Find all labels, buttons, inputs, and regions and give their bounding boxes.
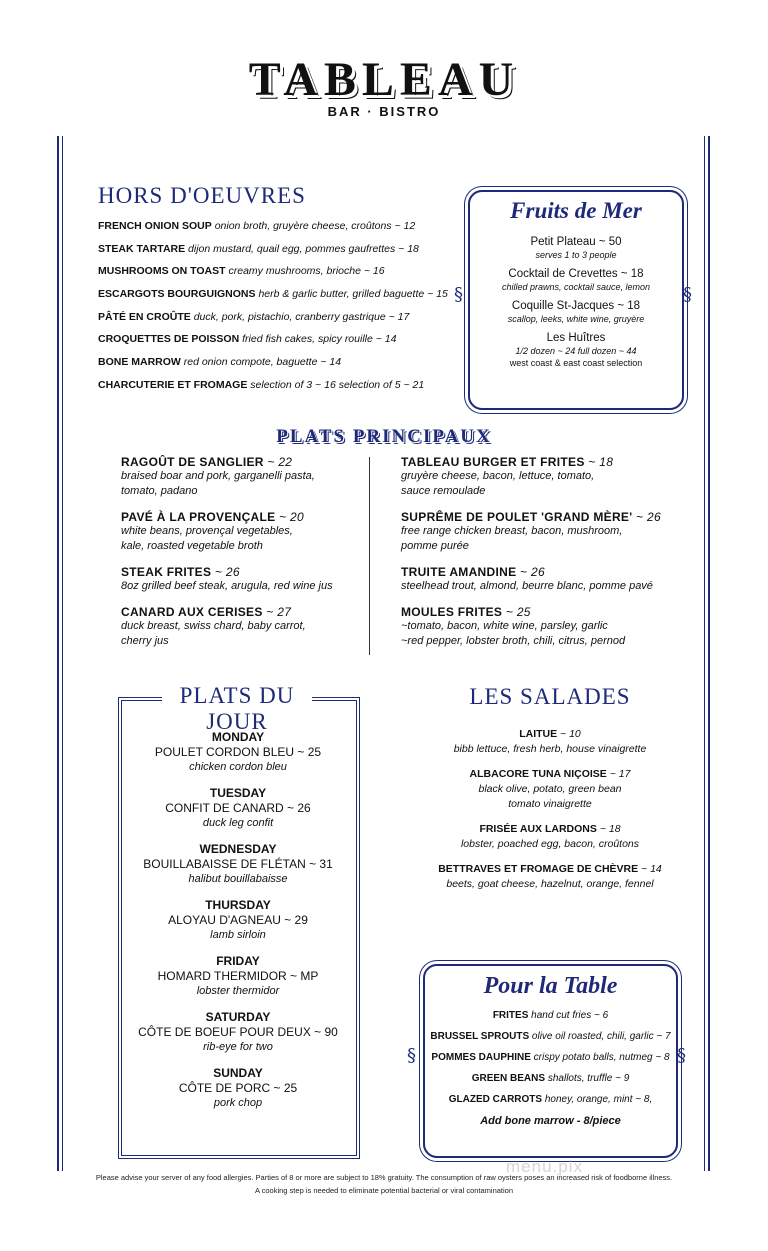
menu-item-note: chilled prawns, cocktail sauce, lemon <box>501 282 651 292</box>
list-item: BRUSSEL SPROUTS olive oil roasted, chili, garlic ~ 7 <box>430 1031 671 1042</box>
list-item: MOULES FRITES ~ 25 ~tomato, bacon, white wine, parsley, garlic ~red pepper, lobster broth, chili, citrus, pernod <box>401 605 626 647</box>
list-item: SUPRÊME DE POULET 'GRAND MÈRE' ~ 26 free range chicken breast, bacon, mushroom, pomme purée <box>401 510 661 552</box>
left-border <box>57 136 59 1171</box>
plats-principaux-right-column <box>401 455 691 660</box>
left-border-inner <box>62 136 63 1171</box>
list-item: FRITES hand cut fries ~ 6 <box>492 1010 609 1021</box>
list-item: SATURDAY CÔTE DE BOEUF POUR DEUX ~ 90 rib-eye for two <box>138 1010 338 1053</box>
list-item: CROQUETTES DE POISSON fried fish cakes, spicy rouille ~ 14 <box>98 333 397 346</box>
menu-item: Coquille St-Jacques ~ 18 <box>511 300 641 312</box>
list-item: ALBACORE TUNA NIÇOISE ~ 17 black olive, potato, green bean tomato vinaigrette <box>469 768 631 810</box>
list-item: FRIDAY HOMARD THERMIDOR ~ MP lobster thermidor <box>157 954 319 997</box>
list-item: THURSDAY ALOYAU D'AGNEAU ~ 29 lamb sirloin <box>168 898 308 941</box>
hors-doeuvres-section <box>98 183 458 401</box>
list-item: TUESDAY CONFIT DE CANARD ~ 26 duck leg confit <box>165 786 311 829</box>
list-item: LAITUE ~ 10 bibb lettuce, fresh herb, house vinaigrette <box>453 728 647 755</box>
list-item: TRUITE AMANDINE ~ 26 steelhead trout, almond, beurre blanc, pomme pavé <box>401 565 653 592</box>
plats-du-jour-list <box>123 730 353 1122</box>
fruits-de-mer-box <box>468 190 684 410</box>
footer-disclaimer: Please advise your server of any food allergies. Parties of 8 or more are subject to 18% gratuity. The consumption of raw oysters poses an increased risk of foodborne illness. A cooking step is needed to eliminate potential bacterial or viral contamination <box>95 1173 673 1195</box>
list-item: STEAK TARTARE dijon mustard, quail egg, pommes gaufrettes ~ 18 <box>98 242 419 255</box>
plats-principaux-left-column <box>121 455 381 660</box>
right-border-inner <box>704 136 705 1171</box>
fruits-de-mer-title: Fruits de Mer <box>510 198 642 223</box>
tagline: BAR · BISTRO <box>327 104 441 119</box>
list-item: MUSHROOMS ON TOAST creamy mushrooms, brioche ~ 16 <box>98 265 385 278</box>
section-title: HORS D'OEUVRES <box>98 183 306 208</box>
list-item: TABLEAU BURGER ET FRITES ~ 18 gruyère cheese, bacon, lettuce, tomato, sauce remoulade <box>401 455 614 497</box>
list-item: BETTRAVES ET FROMAGE DE CHÈVRE ~ 14 beets, goat cheese, hazelnut, orange, fennel <box>438 863 662 890</box>
menu-item-note: scallop, leeks, white wine, gruyère <box>507 314 645 324</box>
list-item: SUNDAY CÔTE DE PORC ~ 25 pork chop <box>178 1066 298 1109</box>
right-border <box>708 136 710 1171</box>
restaurant-logo: TABLEAU <box>248 53 520 106</box>
ornament-icon: § <box>677 1045 686 1066</box>
les-salades-list <box>420 727 680 902</box>
watermark: menu.pix <box>506 1157 583 1176</box>
list-item: GLAZED CARROTS honey, orange, mint ~ 8, <box>448 1094 653 1105</box>
list-item: BONE MARROW red onion compote, baguette ~ 14 <box>98 356 342 369</box>
ornament-icon: § <box>683 284 692 305</box>
les-salades-title: LES SALADES <box>469 684 631 709</box>
list-item: MONDAY POULET CORDON BLEU ~ 25 chicken cordon bleu <box>154 730 322 773</box>
list-item: FRENCH ONION SOUP onion broth, gruyère cheese, croûtons ~ 12 <box>98 220 416 232</box>
plats-du-jour-title: PLATS DU JOUR <box>162 683 312 735</box>
menu-item-note: 1/2 dozen ~ 24 full dozen ~ 44 <box>515 346 637 356</box>
list-item: PAVÉ À LA PROVENÇALE ~ 20 white beans, provençal vegetables, kale, roasted vegetable broth <box>121 510 304 552</box>
menu-item-note: serves 1 to 3 people <box>535 250 617 260</box>
list-item: WEDNESDAY BOUILLABAISSE DE FLÉTAN ~ 31 halibut bouillabaisse <box>143 842 333 885</box>
bone-marrow-addon: Add bone marrow - 8/piece <box>480 1115 621 1127</box>
pour-la-table-box <box>423 964 678 1158</box>
list-item: POMMES DAUPHINE crispy potato balls, nutmeg ~ 8 <box>431 1052 670 1063</box>
plats-principaux-title: PLATS PRINCIPAUX <box>276 426 492 447</box>
list-item: CHARCUTERIE ET FROMAGE selection of 3 ~ 16 selection of 5 ~ 21 <box>98 378 425 391</box>
menu-item-note: west coast & east coast selection <box>509 358 643 368</box>
list-item: STEAK FRITES ~ 26 8oz grilled beef steak, arugula, red wine jus <box>121 565 333 592</box>
list-item: GREEN BEANS shallots, truffle ~ 9 <box>471 1073 630 1084</box>
list-item: PÂTÉ EN CROÛTE duck, pork, pistachio, cranberry gastrique ~ 17 <box>98 310 410 323</box>
pour-la-table-title: Pour la Table <box>483 973 618 999</box>
list-item: RAGOÛT DE SANGLIER ~ 22 braised boar and pork, garganelli pasta, tomato, padano <box>121 455 315 497</box>
ornament-icon: § <box>407 1045 416 1066</box>
menu-item: Cocktail de Crevettes ~ 18 <box>508 268 644 280</box>
list-item: CANARD AUX CERISES ~ 27 duck breast, swiss chard, baby carrot, cherry jus <box>121 605 306 647</box>
menu-item: Les Huîtres <box>546 332 606 344</box>
menu-item: Petit Plateau ~ 50 <box>530 236 622 248</box>
ornament-icon: § <box>454 284 463 305</box>
list-item: ESCARGOTS BOURGUIGNONS herb & garlic butter, grilled baguette ~ 15 <box>98 288 448 301</box>
list-item: FRISÉE AUX LARDONS ~ 18 lobster, poached egg, bacon, croûtons <box>460 823 640 850</box>
